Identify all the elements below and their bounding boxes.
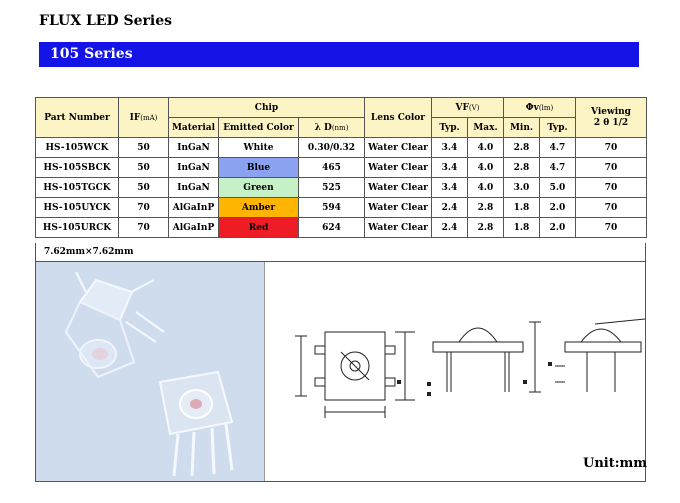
table-row [36,218,647,238]
col-iv: Φv(lm) [504,98,576,118]
cell-iv-min: 2.8 [504,138,540,158]
cell-material: AlGaInP [169,198,219,218]
series-banner [39,42,639,67]
side-view-1 [433,342,523,352]
col-lens-color: Lens Color [365,98,432,138]
header-row-1 [36,98,647,118]
cell-part: HS-105UYCK [36,198,119,218]
cell-view: 70 [576,218,647,238]
col-vf: VF(V) [432,98,504,118]
cell-vf-typ: 2.4 [432,198,468,218]
cell-vf-typ: 3.4 [432,178,468,198]
cell-lens: Water Clear [365,158,432,178]
cell-vf-max: 4.0 [468,158,504,178]
unit-label: Unit:mm [583,456,648,471]
dimension-note-row [35,243,646,262]
cell-iv-min: 1.8 [504,218,540,238]
cell-lambda: 594 [299,198,365,218]
cell-iv-typ: 4.7 [540,158,576,178]
series-banner-label: 105 Series [50,46,133,62]
cell-material: AlGaInP [169,218,219,238]
page-title: FLUX LED Series [39,13,172,29]
cell-if: 50 [119,138,169,158]
cell-lambda: 0.30/0.32 [299,138,365,158]
cell-part: HS-105SBCK [36,158,119,178]
cell-color: Red [219,218,299,238]
cell-color: Amber [219,198,299,218]
spec-table [35,97,647,238]
col-iv-min: Min. [504,118,540,138]
cell-material: InGaN [169,158,219,178]
image-panel [35,262,646,482]
cell-iv-min: 1.8 [504,198,540,218]
cell-if: 50 [119,158,169,178]
table-row [36,138,647,158]
cell-part: HS-105WCK [36,138,119,158]
cell-lambda: 624 [299,218,365,238]
col-chip: Chip [169,98,365,118]
cell-view: 70 [576,158,647,178]
cell-iv-min: 2.8 [504,158,540,178]
cell-view: 70 [576,138,647,158]
dimension-note: 7.62mm×7.62mm [44,247,134,257]
cell-material: InGaN [169,138,219,158]
cell-iv-typ: 4.7 [540,138,576,158]
cell-iv-typ: 2.0 [540,218,576,238]
cell-vf-max: 2.8 [468,198,504,218]
cell-material: InGaN [169,178,219,198]
cell-part: HS-105URCK [36,218,119,238]
cell-lambda: 465 [299,158,365,178]
cell-color: Green [219,178,299,198]
cell-vf-typ: 2.4 [432,218,468,238]
cell-lens: Water Clear [365,218,432,238]
cell-vf-max: 4.0 [468,178,504,198]
cell-view: 70 [576,178,647,198]
cell-lambda: 525 [299,178,365,198]
cell-vf-typ: 3.4 [432,138,468,158]
cell-iv-typ: 2.0 [540,198,576,218]
led-photo-illustration [36,262,264,481]
cell-color: Blue [219,158,299,178]
cell-lens: Water Clear [365,178,432,198]
cell-iv-min: 3.0 [504,178,540,198]
cell-view: 70 [576,198,647,218]
cell-iv-typ: 5.0 [540,178,576,198]
col-vf-typ: Typ. [432,118,468,138]
cell-color: White [219,138,299,158]
cell-vf-max: 2.8 [468,218,504,238]
col-iv-typ: Typ. [540,118,576,138]
col-part-number: Part Number [36,98,119,138]
table-row [36,178,647,198]
table-row [36,198,647,218]
cell-vf-typ: 3.4 [432,158,468,178]
col-viewing: Viewing 2 θ 1/2 [576,98,647,138]
led-photo [36,262,265,481]
side-view-2 [565,342,641,352]
col-material: Material [169,118,219,138]
cell-lens: Water Clear [365,198,432,218]
col-lambda: λ D(nm) [299,118,365,138]
col-if: IF(mA) [119,98,169,138]
cell-part: HS-105TGCK [36,178,119,198]
col-vf-max: Max. [468,118,504,138]
cell-if: 70 [119,198,169,218]
cell-if: 50 [119,178,169,198]
cell-lens: Water Clear [365,138,432,158]
dimension-drawing [265,262,648,481]
col-emitted-color: Emitted Color [219,118,299,138]
cell-vf-max: 4.0 [468,138,504,158]
cell-if: 70 [119,218,169,238]
table-row [36,158,647,178]
